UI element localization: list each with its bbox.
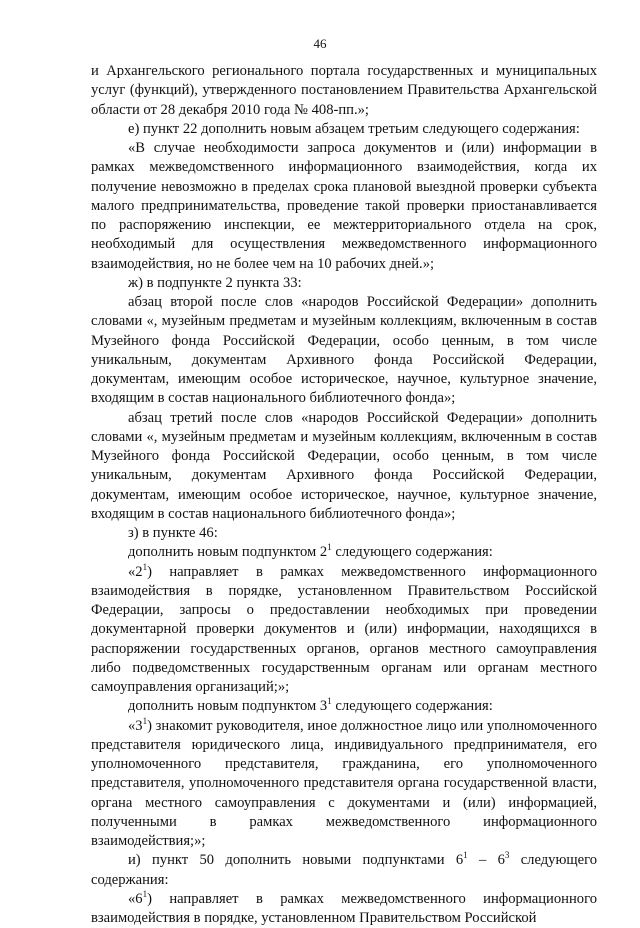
paragraph-text: ) знакомит руководителя, иное должностное лицо или уполномоченного представителя юридического лица, индивидуального предпринимателя, его уполномоченного представителя, гражданина, его уполномоченного представителя, уполномоченного представителя органа государственной власти, органа местного самоуправления с документами и (или) информацией, полученными в рамках межведомственного информационного взаимодействия;»; xyxy=(91,717,597,849)
paragraph xyxy=(91,293,597,409)
paragraph xyxy=(91,563,597,698)
paragraph-text: – 6 xyxy=(467,852,505,869)
superscript: 1 xyxy=(327,542,332,553)
paragraph xyxy=(91,890,597,928)
superscript: 1 xyxy=(142,888,148,899)
paragraph xyxy=(91,524,597,543)
paragraph-text: з) в пункте 46: xyxy=(128,525,218,541)
paragraph-text: ) направляет в рамках межведомственного информационного взаимодействия в порядке, установленном Правительством Российской Федерации, запросы о предоставлении необходимых при проведении документарной проверки документов и (или) информации, находящихся в распоряжении государственных органов, органов местного самоуправления либо подведомственных государственным органам или органам местного самоуправления организаций;»; xyxy=(91,563,597,695)
superscript: 1 xyxy=(463,850,468,861)
paragraph-text: дополнить новым подпунктом 2 xyxy=(128,544,328,561)
paragraph-text: «6 xyxy=(128,890,143,907)
paragraph-text: «3 xyxy=(128,717,143,734)
paragraph xyxy=(91,139,597,274)
superscript: 1 xyxy=(142,715,148,726)
document-body xyxy=(91,62,597,928)
paragraph xyxy=(91,120,597,139)
paragraph xyxy=(91,697,597,716)
paragraph-text: абзац второй после слов «народов Российской Федерации» дополнить словами «, музейным предметам и музейным коллекциям, включенным в состав Музейного фонда Российской Федерации, особо ценным, в том числе уникальным, документам Архивного фонда Российской Федерации, документам, имеющим особое историческое, научное, культурное значение, входящим в состав национального библиотечного фонда»; xyxy=(91,294,597,407)
paragraph-text: следующего содержания: xyxy=(331,698,493,715)
superscript: 1 xyxy=(327,696,332,707)
superscript: 3 xyxy=(504,850,510,861)
paragraph-text: «В случае необходимости запроса документов и (или) информации в рамках межведомственного информационного взаимодействия, когда их получение невозможно в пределах срока плановой выездной проверки субъекта малого предпринимательства, проведение такой проверки приостанавливается по распоряжению инспекции, ее межтерриториального отдела на срок, необходимый для осуществления межведомственного информационного взаимодействия, но не более чем на 10 рабочих дней.»; xyxy=(91,140,597,272)
paragraph-text: е) пункт 22 дополнить новым абзацем третьим следующего содержания: xyxy=(128,120,580,137)
paragraph xyxy=(91,409,597,525)
paragraph-text: и Архангельского регионального портала государственных и муниципальных услуг (функций), утвержденного постановлением Правительства Архангельской области от 28 декабря 2010 года № 408-пп.»; xyxy=(91,63,597,118)
paragraph-text: абзац третий после слов «народов Российской Федерации» дополнить словами «, музейным предметам и музейным коллекциям, включенным в состав Музейного фонда Российской Федерации, особо ценным, в том числе уникальным, документам Архивного фонда Российской Федерации, документам, имеющим особое историческое, научное, культурное значение, входящим в состав национального библиотечного фонда»; xyxy=(91,409,597,522)
paragraph xyxy=(91,62,597,120)
paragraph xyxy=(91,274,597,293)
superscript: 1 xyxy=(142,561,148,572)
paragraph xyxy=(91,543,597,562)
paragraph-text: дополнить новым подпунктом 3 xyxy=(128,698,328,715)
paragraph-text: ж) в подпункте 2 пункта 33: xyxy=(128,274,302,291)
paragraph-text: «2 xyxy=(128,563,143,580)
paragraph-text: следующего содержания: xyxy=(331,544,493,561)
paragraph xyxy=(91,851,597,890)
page-number: 46 xyxy=(313,36,327,51)
paragraph-text: и) пункт 50 дополнить новыми подпунктами 6 xyxy=(128,852,464,869)
paragraph-text: ) направляет в рамках межведомственного информационного взаимодействия в порядке, установленном Правительством Российской xyxy=(91,890,597,926)
paragraph-text: следующего содержания: xyxy=(91,852,598,888)
paragraph xyxy=(91,717,597,852)
